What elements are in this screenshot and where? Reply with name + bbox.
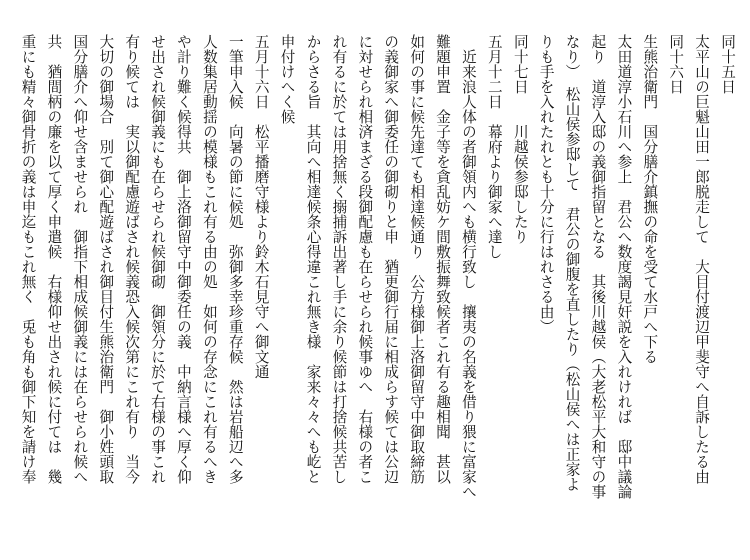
text-line: 如何の事に候先達ても相達候通り 公方様御上洛御留守中御取締筋 bbox=[408, 34, 426, 484]
text-line: 有り候ては 実以御配慮遊ばされ候義恐入候次第にこれ有り 当今 bbox=[123, 34, 141, 484]
text-line: りも手を入れたれとも十分に行はれさる由） bbox=[537, 34, 555, 334]
text-line: 共 猶間柄の廉を以て厚く申遣候 右様仰せ出され候に付ては 幾 bbox=[45, 34, 63, 484]
text-line: 太平山の巨魁山田一郎脱走して 大目付渡辺甲斐守へ自訴したる由 bbox=[693, 34, 711, 484]
text-line: 人数集居動揺の模様もこれ有る由の処 如何の存念にこれ有るへき bbox=[200, 34, 218, 484]
text-line: の義御家へ御委任の御砌りと申 猶更御行届に相成らす候ては公辺 bbox=[382, 34, 400, 484]
text-line: 同十五日 bbox=[719, 34, 736, 94]
text-line: 申付けへく候 bbox=[278, 34, 296, 124]
text-line: からさる旨 其向へ相達候条心得違これ無き様 家来々々へも屹と bbox=[304, 34, 322, 484]
vertical-text-body bbox=[15, 34, 740, 554]
text-line: 一筆申入候 向暑の節に候処 弥御多幸珍重存候 然は岩船辺へ多 bbox=[226, 34, 244, 484]
text-line: に対せられ相済まざる段御配慮も在らせられ候事ゆへ 右様の者こ bbox=[356, 34, 374, 484]
text-line: 生熊治衛門 国分膳介鎮撫の命を受て水戸へ下る bbox=[641, 34, 659, 364]
text-line: 近来浪人体の者御領内へも横行致し 攘夷の名義を借り猥に富家へ bbox=[459, 34, 477, 499]
text-line: 重にも精々御骨折の義は申迄もこれ無く 兎も角も御下知を請け奉 bbox=[19, 34, 37, 484]
text-line: 国分膳介へ仰せ含ませられ 御指下相成候御義には在らせられ候へ bbox=[71, 34, 89, 484]
text-line: せ出され候御義にも在らせられ候御砌 御領分に於て右様の事これ bbox=[149, 34, 167, 484]
text-line: 大切の御場合 別て御心配遊ばされ御目付生熊治衛門 御小姓頭取 bbox=[97, 34, 115, 484]
text-line: 起り 道淳入邸の義御指留となる 其後川越侯（大老松平大和守の事 bbox=[589, 34, 607, 499]
text-line: 同十六日 bbox=[667, 34, 685, 94]
text-line: 難題申置 金子等を貪乱妨ケ間敷振舞致候者これ有る趣相聞 甚以 bbox=[434, 34, 452, 484]
text-line: なり） 松山侯参邸して 君公の御腹を直したり（松山侯へは正家よ bbox=[563, 34, 581, 492]
text-line: 太田道淳小石川へ参上 君公へ数度謁見奸説を入れければ 邸中議論 bbox=[615, 34, 633, 499]
text-line: 同十七日 川越侯参邸したり bbox=[511, 34, 529, 244]
text-line: れ有るに於ては用捨無く搦捕訴出著し手に余り候節は打捨候共苦し bbox=[330, 34, 348, 484]
text-line: や計り難く候得共 御上洛御留守中御委任の義 中納言様へ厚く仰 bbox=[174, 34, 192, 484]
text-line: 五月十二日 幕府より御家へ達し bbox=[485, 34, 503, 259]
text-line: 五月十六日 松平播磨守様より鈴木石見守へ御文通 bbox=[252, 34, 270, 379]
